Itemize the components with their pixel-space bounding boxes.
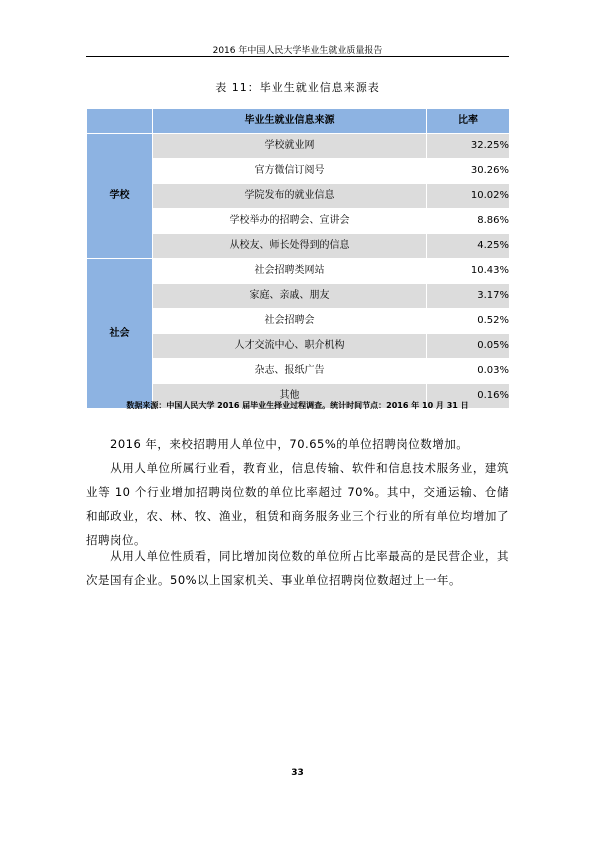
column-header-source: 毕业生就业信息来源 bbox=[153, 109, 427, 134]
source-ratio: 8.86% bbox=[427, 209, 510, 234]
source-name: 杂志、报纸广告 bbox=[153, 359, 427, 384]
paragraph-text: 2016 年，来校招聘用人单位中，70.65%的单位招聘岗位数增加。 bbox=[110, 437, 469, 451]
source-name: 官方微信订阅号 bbox=[153, 159, 427, 184]
source-ratio: 4.25% bbox=[427, 234, 510, 259]
source-name: 社会招聘类网站 bbox=[153, 259, 427, 284]
table-source-note: 数据来源：中国人民大学 2016 届毕业生择业过程调查。统计时间节点：2016 年 10 月 31 日 bbox=[126, 401, 469, 410]
paragraph-indent bbox=[86, 437, 110, 451]
source-name: 学院发布的就业信息 bbox=[153, 184, 427, 209]
paragraph-text: 从用人单位所属行业看，教育业，信息传输、软件和信息技术服务业，建筑业等 10 个行业增加招聘岗位数的单位比率超过 70%。其中，交通运输、仓储和邮政业，农、林、牧、渔业，租赁和商务服务业三个行业的所有单位均增加了招聘岗位。 bbox=[86, 461, 510, 547]
source-ratio: 10.43% bbox=[427, 259, 510, 284]
source-ratio: 32.25% bbox=[427, 134, 510, 159]
source-ratio: 0.52% bbox=[427, 309, 510, 334]
source-ratio: 0.05% bbox=[427, 334, 510, 359]
table-row bbox=[87, 259, 510, 284]
body-paragraph-1 bbox=[86, 432, 509, 456]
source-name: 家庭、亲戚、朋友 bbox=[153, 284, 427, 309]
source-name: 学校就业网 bbox=[153, 134, 427, 159]
paragraph-indent bbox=[86, 549, 110, 563]
source-ratio: 30.26% bbox=[427, 159, 510, 184]
source-name: 学校举办的招聘会、宣讲会 bbox=[153, 209, 427, 234]
running-header: 2016 年中国人民大学毕业生就业质量报告 bbox=[212, 46, 383, 56]
group-label-society: 社会 bbox=[87, 259, 153, 409]
source-ratio: 10.02% bbox=[427, 184, 510, 209]
source-ratio: 0.03% bbox=[427, 359, 510, 384]
table-header-row bbox=[87, 109, 510, 134]
source-name: 从校友、师长处得到的信息 bbox=[153, 234, 427, 259]
page-number: 33 bbox=[291, 768, 304, 778]
table-caption: 表 11：毕业生就业信息来源表 bbox=[215, 81, 380, 94]
column-header-ratio: 比率 bbox=[427, 109, 510, 134]
source-ratio: 0.16% bbox=[427, 384, 510, 409]
paragraph-indent bbox=[86, 461, 110, 475]
source-name: 其他 bbox=[153, 384, 427, 409]
info-source-table bbox=[86, 108, 510, 409]
source-name: 社会招聘会 bbox=[153, 309, 427, 334]
table-row bbox=[87, 134, 510, 159]
group-label-school: 学校 bbox=[87, 134, 153, 259]
paragraph-text: 从用人单位性质看，同比增加岗位数的单位所占比率最高的是民营企业，其次是国有企业。50%以上国家机关、事业单位招聘岗位数超过上一年。 bbox=[86, 549, 510, 587]
header-blank-cell bbox=[87, 109, 153, 134]
header-divider bbox=[86, 56, 509, 57]
body-paragraph-2 bbox=[86, 456, 509, 552]
body-paragraph-3 bbox=[86, 544, 509, 592]
source-ratio: 3.17% bbox=[427, 284, 510, 309]
source-name: 人才交流中心、职介机构 bbox=[153, 334, 427, 359]
